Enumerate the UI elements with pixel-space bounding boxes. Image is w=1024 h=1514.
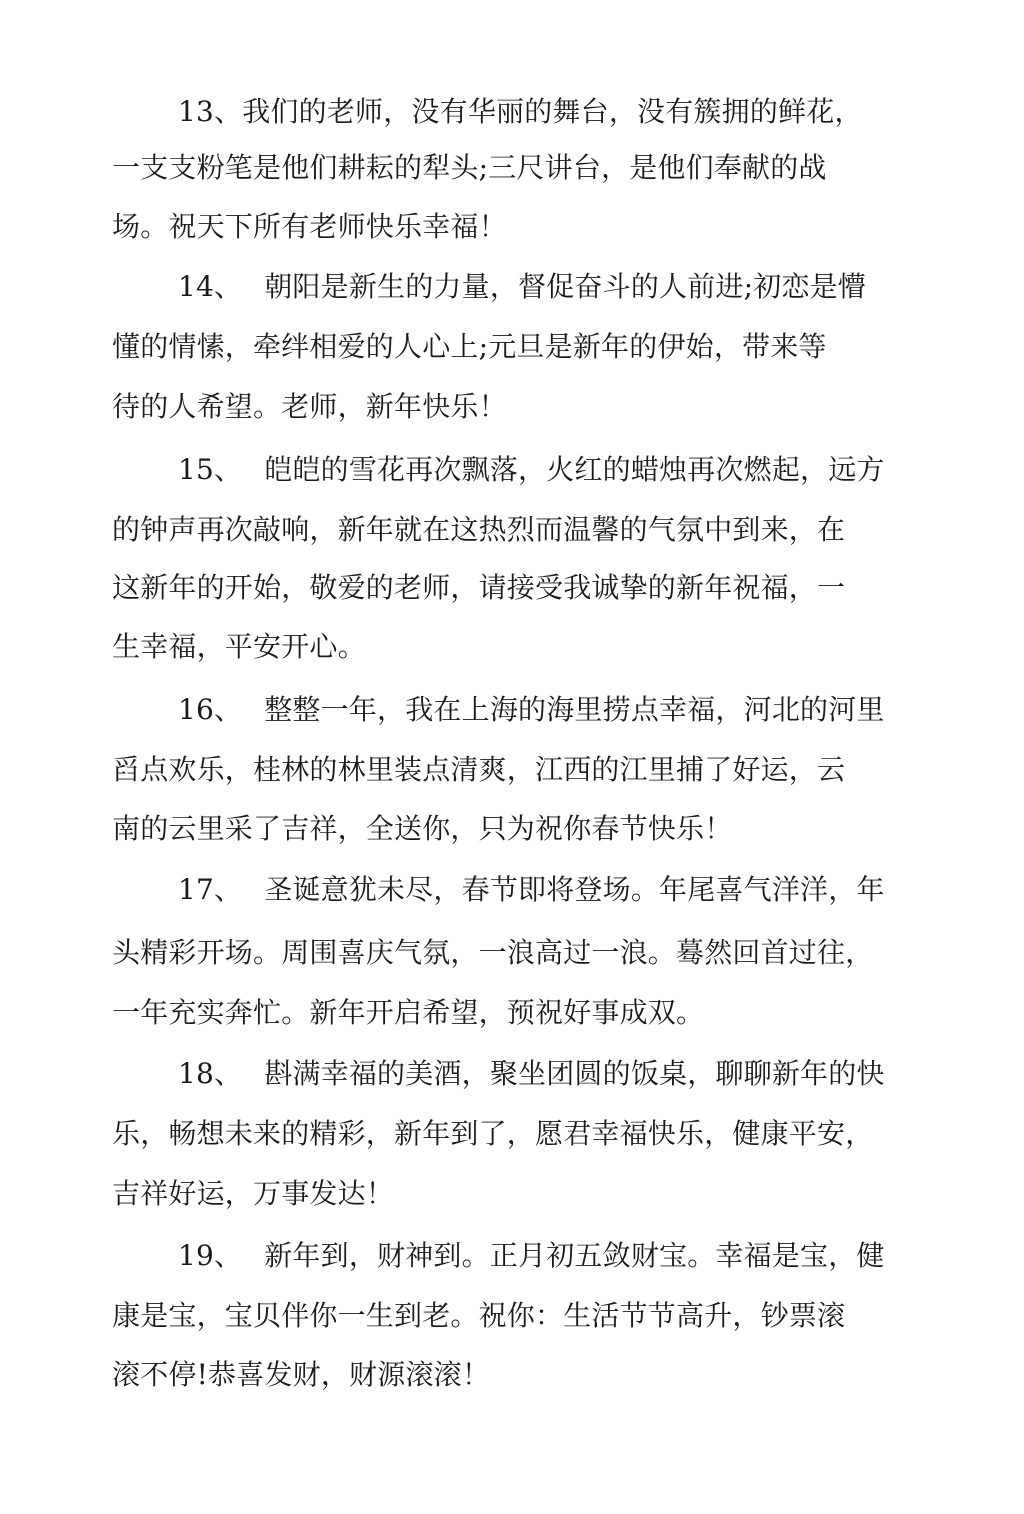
- paragraph-19-line-2: 康是宝，宝贝伴你一生到老。祝你：生活节节高升，钞票滚: [112, 1299, 846, 1332]
- paragraph-number: 17、: [178, 873, 243, 906]
- paragraph-number: 19、: [178, 1239, 243, 1272]
- paragraph-17-line-3: 一年充实奔忙。新年开启希望，预祝好事成双。: [112, 996, 705, 1029]
- paragraph-15-line-4: 生幸福，平安开心。: [112, 630, 366, 663]
- paragraph-text: 皑皑的雪花再次飘落，火红的蜡烛再次燃起，远方: [264, 453, 885, 486]
- paragraph-16-line-2: 舀点欢乐，桂林的林里装点清爽，江西的江里捕了好运，云: [112, 753, 846, 786]
- paragraph-text: 整整一年，我在上海的海里捞点幸福，河北的河里: [264, 693, 885, 726]
- paragraph-16-line-3: 南的云里采了吉祥，全送你，只为祝你春节快乐！: [112, 812, 733, 845]
- paragraph-number: 16、: [178, 693, 243, 726]
- paragraph-text: 新年到，财神到。正月初五敛财宝。幸福是宝，健: [264, 1239, 885, 1272]
- paragraph-15-line-3: 这新年的开始，敬爱的老师，请接受我诚挚的新年祝福，一: [112, 571, 846, 604]
- paragraph-14-line-2: 懂的情愫，牵绊相爱的人心上;元旦是新年的伊始，带来等: [112, 330, 827, 363]
- paragraph-17-line-1: [178, 872, 885, 908]
- paragraph-14-line-1: [178, 269, 866, 305]
- paragraph-18-line-2: 乐，畅想未来的精彩，新年到了，愿君幸福快乐，健康平安，: [112, 1117, 874, 1150]
- paragraph-18-line-3: 吉祥好运，万事发达！: [112, 1177, 395, 1210]
- paragraph-text: 斟满幸福的美酒，聚坐团圆的饭桌，聊聊新年的快: [264, 1057, 885, 1090]
- paragraph-13-line-3: 场。祝天下所有老师快乐幸福！: [112, 210, 507, 243]
- paragraph-text: 我们的老师，没有华丽的舞台，没有簇拥的鲜花，: [242, 95, 863, 128]
- paragraph-19-line-3: 滚不停!恭喜发财，财源滚滚！: [112, 1358, 491, 1391]
- paragraph-16-line-1: [178, 692, 885, 728]
- paragraph-18-line-1: [178, 1056, 885, 1092]
- paragraph-17-line-2: 头精彩开场。周围喜庆气氛，一浪高过一浪。蓦然回首过往，: [112, 936, 874, 969]
- paragraph-13-line-2: 一支支粉笔是他们耕耘的犁头;三尺讲台，是他们奉献的战: [112, 151, 827, 184]
- paragraph-text: 朝阳是新生的力量，督促奋斗的人前进;初恋是懵: [264, 270, 867, 303]
- paragraph-number: 15、: [178, 453, 243, 486]
- paragraph-14-line-3: 待的人希望。老师，新年快乐！: [112, 390, 507, 423]
- paragraph-number: 18、: [178, 1057, 243, 1090]
- paragraph-15-line-1: [178, 452, 885, 488]
- paragraph-19-line-1: [178, 1238, 885, 1274]
- paragraph-number: 14、: [178, 270, 243, 303]
- paragraph-13-line-1: [178, 94, 863, 130]
- paragraph-number: 13、: [178, 95, 243, 128]
- paragraph-15-line-2: 的钟声再次敲响，新年就在这热烈而温馨的气氛中到来，在: [112, 513, 846, 546]
- paragraph-text: 圣诞意犹未尽，春节即将登场。年尾喜气洋洋，年: [264, 873, 885, 906]
